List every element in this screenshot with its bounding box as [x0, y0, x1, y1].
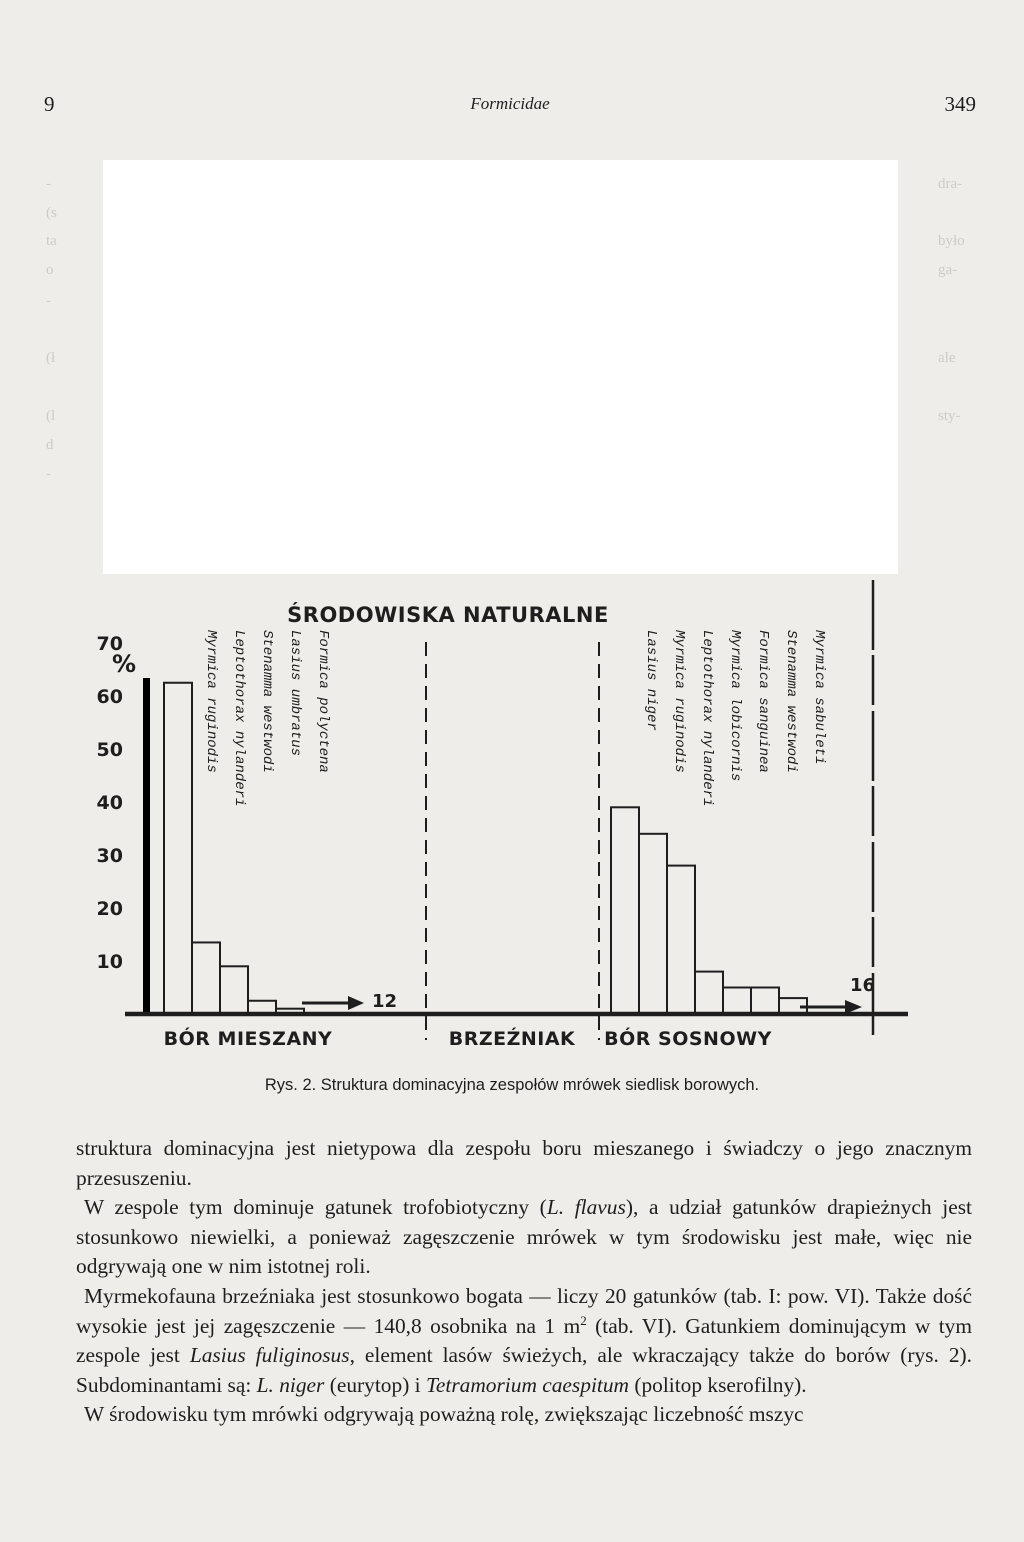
- species-label-1-2: Leptothorax nylanderi: [231, 630, 247, 807]
- y-tick-label-10: 10: [96, 951, 123, 973]
- ghost-left-9: -: [46, 466, 51, 482]
- ghost-left-0: -: [46, 176, 51, 192]
- p3-species-1: Lasius fuliginosus: [189, 1343, 350, 1368]
- paragraph-4: [76, 1400, 972, 1430]
- ghost-left-3: o: [46, 262, 54, 278]
- ghost-right-2: było: [938, 233, 965, 249]
- species-label-1-3: Stenamma westwodi: [259, 630, 275, 773]
- ghost-left-1: (s: [46, 205, 57, 221]
- page-header: [44, 92, 976, 122]
- species-label-1-5: Formica polyctena: [315, 630, 331, 773]
- chart-title: ŚRODOWISKA NATURALNE: [287, 603, 609, 627]
- bar-3-6: [751, 988, 779, 1015]
- p3-text-b: (tab. VI). Gatunkiem dominującym w tym zespole jest: [76, 1313, 972, 1368]
- p3-superscript: 2: [580, 1312, 587, 1328]
- bar-3-5: [723, 988, 751, 1015]
- chart-marks: [97, 602, 876, 1050]
- ghost-left-2: ta: [46, 233, 57, 249]
- bar-1-2: [192, 942, 220, 1014]
- dominance-chart: [80, 580, 920, 1050]
- p2-species: L. flavus: [546, 1195, 626, 1220]
- species-label-3-4: Myrmica lobicornis: [727, 630, 743, 782]
- species-label-1-1: Myrmica ruginodis: [203, 630, 219, 773]
- species-label-3-3: Leptothorax nylanderi: [699, 630, 715, 807]
- bar-3-3: [667, 866, 695, 1014]
- habitat-label-1: BÓR MIESZANY: [163, 1028, 333, 1050]
- paragraph-3: [76, 1282, 972, 1400]
- species-label-3-2: Myrmica ruginodis: [671, 630, 687, 773]
- ghost-left-5: (ł: [46, 350, 56, 366]
- species-label-3-7: Myrmica sabuleti: [811, 630, 827, 765]
- y-tick-label-60: 60: [96, 686, 123, 708]
- species-label-1-4: Lasius umbratus: [287, 630, 303, 757]
- ghost-right-0: dra-: [938, 176, 963, 192]
- bar-3-1: [611, 807, 639, 1014]
- body-text: [76, 1134, 972, 1430]
- y-tick-label-70: 70: [96, 633, 123, 655]
- p3-text-e: (politop kserofilny).: [628, 1372, 807, 1397]
- species-count-1: 12: [372, 991, 398, 1012]
- species-count-3: 16: [850, 975, 876, 996]
- paragraph-2: [76, 1193, 972, 1282]
- y-axis-line: [143, 678, 150, 1014]
- bar-1-3: [220, 966, 248, 1014]
- bar-1-1: [164, 683, 192, 1014]
- p3-species-2: L. niger: [256, 1372, 325, 1397]
- p2-text-b: ), a udział gatunków drapieżnych jest stosunkowo niewielki, a ponieważ zagęszczenie mrówek w tym środowisku jest małe, więc nie odgrywają one w nim istotnej roli.: [76, 1195, 972, 1279]
- ghost-left-8: d: [46, 437, 54, 453]
- ghost-right-6: ale: [938, 350, 956, 366]
- page-number-right: 349: [944, 92, 976, 116]
- p3-text-c: , element lasów świeżych, ale wkraczający także do borów (rys. 2). Subdominantami są:: [76, 1343, 973, 1397]
- y-tick-label-50: 50: [96, 739, 123, 761]
- bar-3-4: [695, 972, 723, 1014]
- paragraph-1-text: struktura dominacyjna jest nietypowa dla zespołu boru mieszanego i świadczy o jego znacznym przesuszeniu.: [76, 1136, 972, 1190]
- ghost-left-7: (l: [46, 408, 56, 424]
- paragraph-4-text: W środowisku tym mrówki odgrywają poważną rolę, zwiększając liczebność mszyc: [84, 1402, 804, 1427]
- y-axis-unit: %: [111, 650, 136, 678]
- species-label-3-1: Lasius niger: [643, 630, 659, 731]
- p2-text-a: W zespole tym dominuje gatunek trofobiotyczny (: [84, 1195, 547, 1220]
- ghost-right-8: sty-: [938, 408, 961, 424]
- p3-text-a: Myrmekofauna brzeźniaka jest stosunkowo bogata — liczy 20 gatunków (tab. I: pow. VI). Także dość wysokie jest jej zagęszczenie — 140,8 osobnika na 1 m: [76, 1283, 972, 1338]
- p3-text-d: (eurytop) i: [324, 1372, 426, 1397]
- count-arrowhead-1: [348, 996, 364, 1010]
- ghost-right-3: ga-: [938, 262, 958, 278]
- species-label-3-5: Formica sanguinea: [755, 630, 771, 773]
- page-number-left: 9: [44, 92, 55, 116]
- habitat-label-3: BÓR SOSNOWY: [604, 1028, 772, 1050]
- habitat-label-2: BRZEŹNIAK: [448, 1028, 576, 1050]
- species-label-3-6: Stenamma westwodi: [783, 630, 799, 773]
- ghost-left-4: -: [46, 293, 51, 309]
- bar-3-2: [639, 834, 667, 1014]
- y-tick-label-20: 20: [96, 898, 123, 920]
- paragraph-1: [76, 1134, 972, 1193]
- running-title: Formicidae: [470, 94, 550, 113]
- figure-caption: Rys. 2. Struktura dominacyjna zespołów mrówek siedlisk borowych.: [264, 1076, 760, 1094]
- y-tick-label-30: 30: [96, 845, 123, 867]
- p3-species-3: Tetramorium caespitum: [425, 1372, 629, 1397]
- y-tick-label-40: 40: [96, 792, 123, 814]
- redaction-box: [103, 160, 898, 574]
